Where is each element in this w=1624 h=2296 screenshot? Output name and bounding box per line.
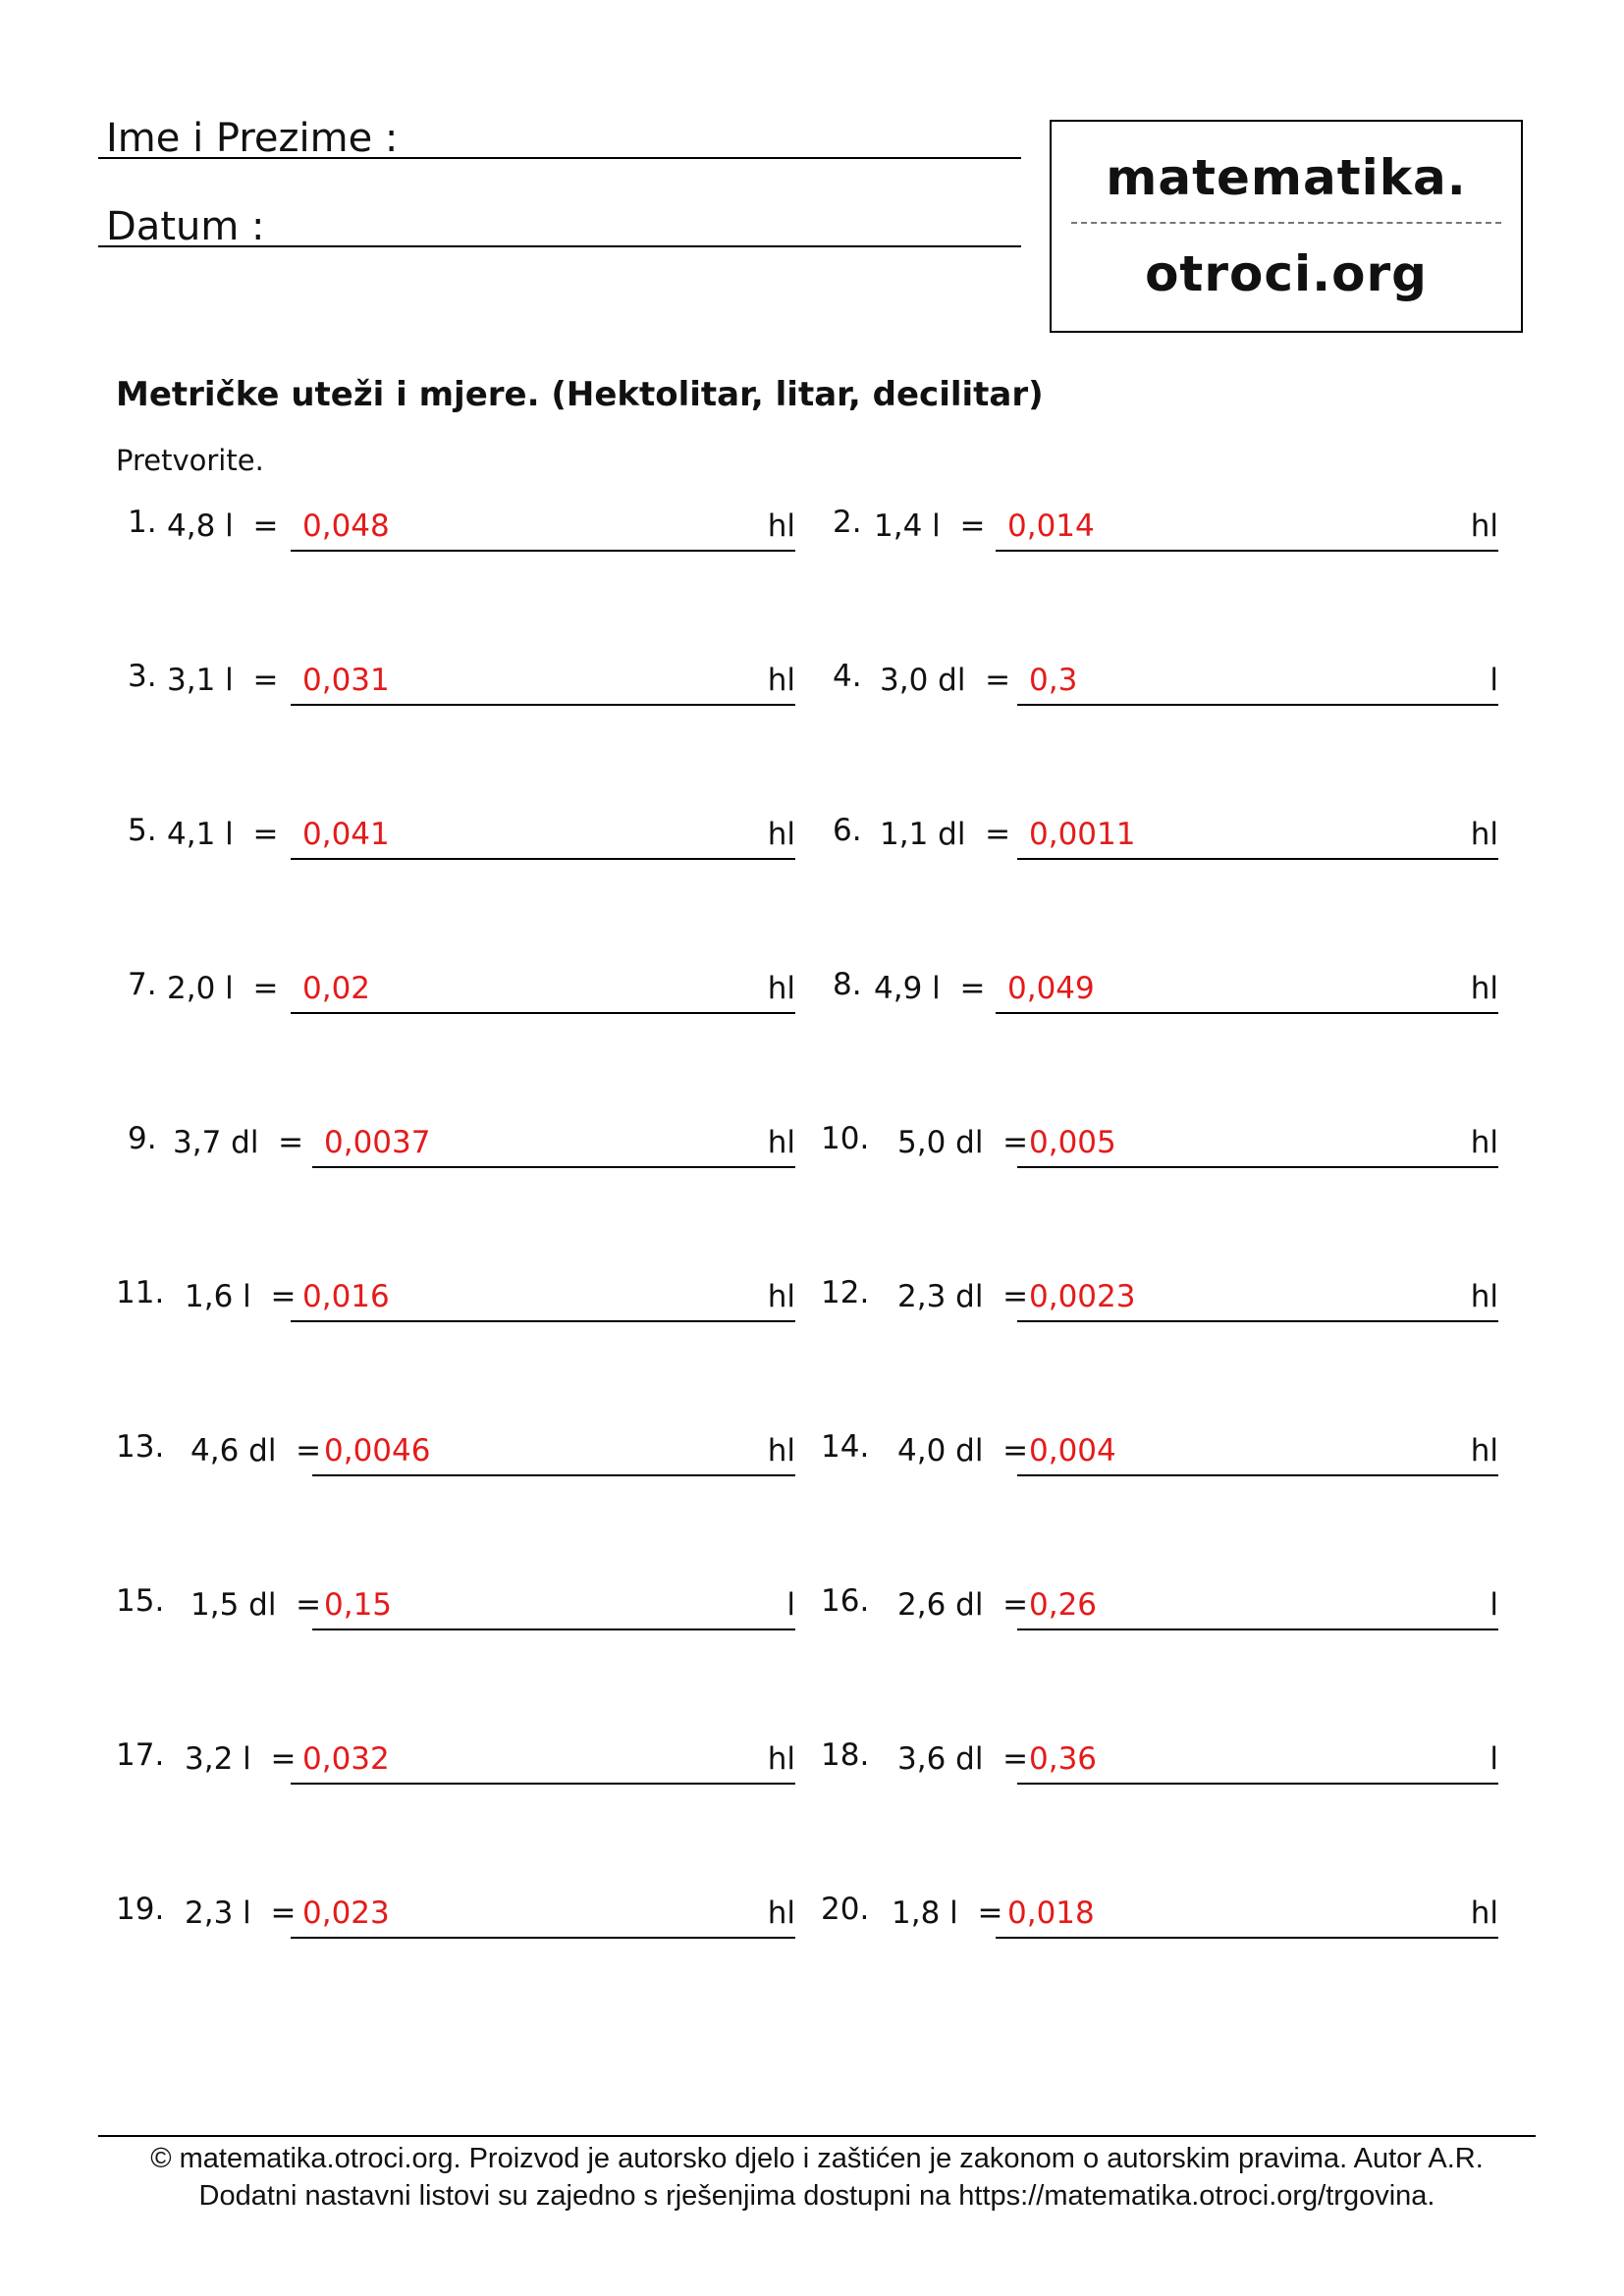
problem-item xyxy=(821,1121,1508,1180)
answer-value: 0,023 xyxy=(302,1896,390,1931)
answer-unit: hl xyxy=(767,663,795,698)
answer-unit: hl xyxy=(1470,1896,1498,1931)
answer-unit: hl xyxy=(1470,508,1498,544)
problem-expression: 1,4 l = xyxy=(874,508,986,544)
answer-value: 0,26 xyxy=(1029,1587,1098,1623)
answer-line[interactable] xyxy=(291,1012,795,1014)
problem-number: 17. xyxy=(116,1737,165,1773)
problem-item xyxy=(116,1121,803,1180)
problem-item xyxy=(116,1892,803,1950)
answer-unit: l xyxy=(1489,663,1498,698)
problem-number: 5. xyxy=(128,813,157,848)
answer-value: 0,005 xyxy=(1029,1125,1116,1160)
answer-line[interactable] xyxy=(291,550,795,552)
problem-expression: 2,0 l = xyxy=(167,971,279,1006)
answer-value: 0,014 xyxy=(1007,508,1095,544)
problem-item xyxy=(821,1429,1508,1488)
answer-unit: hl xyxy=(767,508,795,544)
problem-expression: 4,1 l = xyxy=(167,817,279,852)
problem-expression: 3,6 dl = xyxy=(897,1741,1029,1777)
answer-value: 0,049 xyxy=(1007,971,1095,1006)
problem-number: 20. xyxy=(821,1892,870,1927)
answer-unit: hl xyxy=(1470,971,1498,1006)
answer-line[interactable] xyxy=(1017,704,1498,706)
answer-value: 0,3 xyxy=(1029,663,1078,698)
answer-line[interactable] xyxy=(1017,1629,1498,1630)
problem-item xyxy=(116,1737,803,1796)
problem-number: 11. xyxy=(116,1275,165,1310)
problem-item xyxy=(821,659,1508,718)
answer-line[interactable] xyxy=(291,1783,795,1785)
worksheet-title: Metričke uteži i mjere. (Hektolitar, litar, decilitar) xyxy=(116,375,1044,414)
answer-line[interactable] xyxy=(1017,858,1498,860)
problem-item xyxy=(116,1275,803,1334)
answer-line[interactable] xyxy=(291,1320,795,1322)
answer-value: 0,041 xyxy=(302,817,390,852)
answer-value: 0,018 xyxy=(1007,1896,1095,1931)
answer-value: 0,032 xyxy=(302,1741,390,1777)
problem-item xyxy=(116,967,803,1026)
answer-unit: hl xyxy=(1470,817,1498,852)
answer-unit: hl xyxy=(767,971,795,1006)
problem-expression: 2,3 dl = xyxy=(897,1279,1029,1314)
problem-item xyxy=(821,1275,1508,1334)
answer-unit: l xyxy=(1489,1741,1498,1777)
answer-line[interactable] xyxy=(312,1474,795,1476)
answer-unit: hl xyxy=(767,1896,795,1931)
problem-item xyxy=(116,505,803,563)
answer-unit: hl xyxy=(767,1279,795,1314)
problem-expression: 4,9 l = xyxy=(874,971,986,1006)
problem-number: 1. xyxy=(128,505,157,540)
problem-number: 6. xyxy=(833,813,862,848)
problem-item xyxy=(116,813,803,872)
problem-expression: 3,2 l = xyxy=(185,1741,297,1777)
answer-line[interactable] xyxy=(291,858,795,860)
logo-line2: otroci.org xyxy=(1145,245,1428,302)
answer-unit: hl xyxy=(767,1741,795,1777)
answer-unit: l xyxy=(1489,1587,1498,1623)
problem-number: 8. xyxy=(833,967,862,1002)
answer-value: 0,0011 xyxy=(1029,817,1136,852)
footer-divider xyxy=(98,2135,1536,2137)
answer-unit: hl xyxy=(1470,1279,1498,1314)
answer-value: 0,048 xyxy=(302,508,390,544)
problem-item xyxy=(821,505,1508,563)
problem-expression: 3,1 l = xyxy=(167,663,279,698)
problem-expression: 3,0 dl = xyxy=(880,663,1011,698)
answer-line[interactable] xyxy=(291,1937,795,1939)
answer-value: 0,15 xyxy=(324,1587,393,1623)
problem-number: 2. xyxy=(833,505,862,540)
problem-expression: 5,0 dl = xyxy=(897,1125,1029,1160)
logo-line1: matematika. xyxy=(1106,149,1467,206)
logo-separator xyxy=(1071,222,1501,224)
answer-unit: hl xyxy=(767,1433,795,1468)
problem-number: 7. xyxy=(128,967,157,1002)
answer-value: 0,031 xyxy=(302,663,390,698)
date-label: Datum : xyxy=(106,204,265,249)
problem-item xyxy=(116,659,803,718)
problem-item xyxy=(821,813,1508,872)
answer-line[interactable] xyxy=(312,1166,795,1168)
problem-expression: 4,8 l = xyxy=(167,508,279,544)
instruction: Pretvorite. xyxy=(116,444,264,477)
answer-line[interactable] xyxy=(312,1629,795,1630)
problem-expression: 4,0 dl = xyxy=(897,1433,1029,1468)
problem-number: 3. xyxy=(128,659,157,694)
problem-expression: 2,3 l = xyxy=(185,1896,297,1931)
answer-unit: hl xyxy=(1470,1433,1498,1468)
name-line[interactable] xyxy=(98,157,1021,159)
problem-expression: 3,7 dl = xyxy=(173,1125,304,1160)
problem-number: 12. xyxy=(821,1275,870,1310)
answer-line[interactable] xyxy=(996,550,1498,552)
problem-expression: 1,5 dl = xyxy=(190,1587,322,1623)
answer-line[interactable] xyxy=(1017,1320,1498,1322)
problem-number: 15. xyxy=(116,1583,165,1619)
answer-unit: hl xyxy=(767,1125,795,1160)
answer-value: 0,016 xyxy=(302,1279,390,1314)
problem-item xyxy=(116,1583,803,1642)
answer-unit: hl xyxy=(767,817,795,852)
answer-value: 0,0046 xyxy=(324,1433,431,1468)
answer-unit: l xyxy=(786,1587,795,1623)
answer-value: 0,0023 xyxy=(1029,1279,1136,1314)
problem-number: 13. xyxy=(116,1429,165,1465)
problem-item xyxy=(821,967,1508,1026)
footer-copyright: © matematika.otroci.org. Proizvod je autorsko djelo i zaštićen je zakonom o autorskim pravima. Autor A.R. xyxy=(150,2143,1484,2174)
answer-value: 0,02 xyxy=(302,971,371,1006)
answer-line[interactable] xyxy=(1017,1166,1498,1168)
answer-line[interactable] xyxy=(291,704,795,706)
answer-value: 0,004 xyxy=(1029,1433,1116,1468)
problem-number: 14. xyxy=(821,1429,870,1465)
problem-item xyxy=(821,1583,1508,1642)
footer-info: Dodatni nastavni listovi su zajedno s rješenjima dostupni na https://matematika.otroci.org/trgovina. xyxy=(198,2180,1435,2212)
problem-item xyxy=(116,1429,803,1488)
name-label: Ime i Prezime : xyxy=(106,116,399,161)
logo xyxy=(1050,120,1523,333)
answer-unit: hl xyxy=(1470,1125,1498,1160)
problem-item xyxy=(821,1892,1508,1950)
problem-number: 19. xyxy=(116,1892,165,1927)
problem-number: 10. xyxy=(821,1121,870,1156)
answer-line[interactable] xyxy=(996,1937,1498,1939)
problem-item xyxy=(821,1737,1508,1796)
answer-line[interactable] xyxy=(1017,1474,1498,1476)
answer-line[interactable] xyxy=(996,1012,1498,1014)
problem-number: 18. xyxy=(821,1737,870,1773)
date-line[interactable] xyxy=(98,245,1021,247)
problem-number: 16. xyxy=(821,1583,870,1619)
answer-value: 0,36 xyxy=(1029,1741,1098,1777)
problem-expression: 1,1 dl = xyxy=(880,817,1011,852)
problem-expression: 2,6 dl = xyxy=(897,1587,1029,1623)
problem-expression: 1,6 l = xyxy=(185,1279,297,1314)
answer-line[interactable] xyxy=(1017,1783,1498,1785)
problem-number: 4. xyxy=(833,659,862,694)
problem-number: 9. xyxy=(128,1121,157,1156)
problem-expression: 1,8 l = xyxy=(892,1896,1003,1931)
answer-value: 0,0037 xyxy=(324,1125,431,1160)
problem-expression: 4,6 dl = xyxy=(190,1433,322,1468)
